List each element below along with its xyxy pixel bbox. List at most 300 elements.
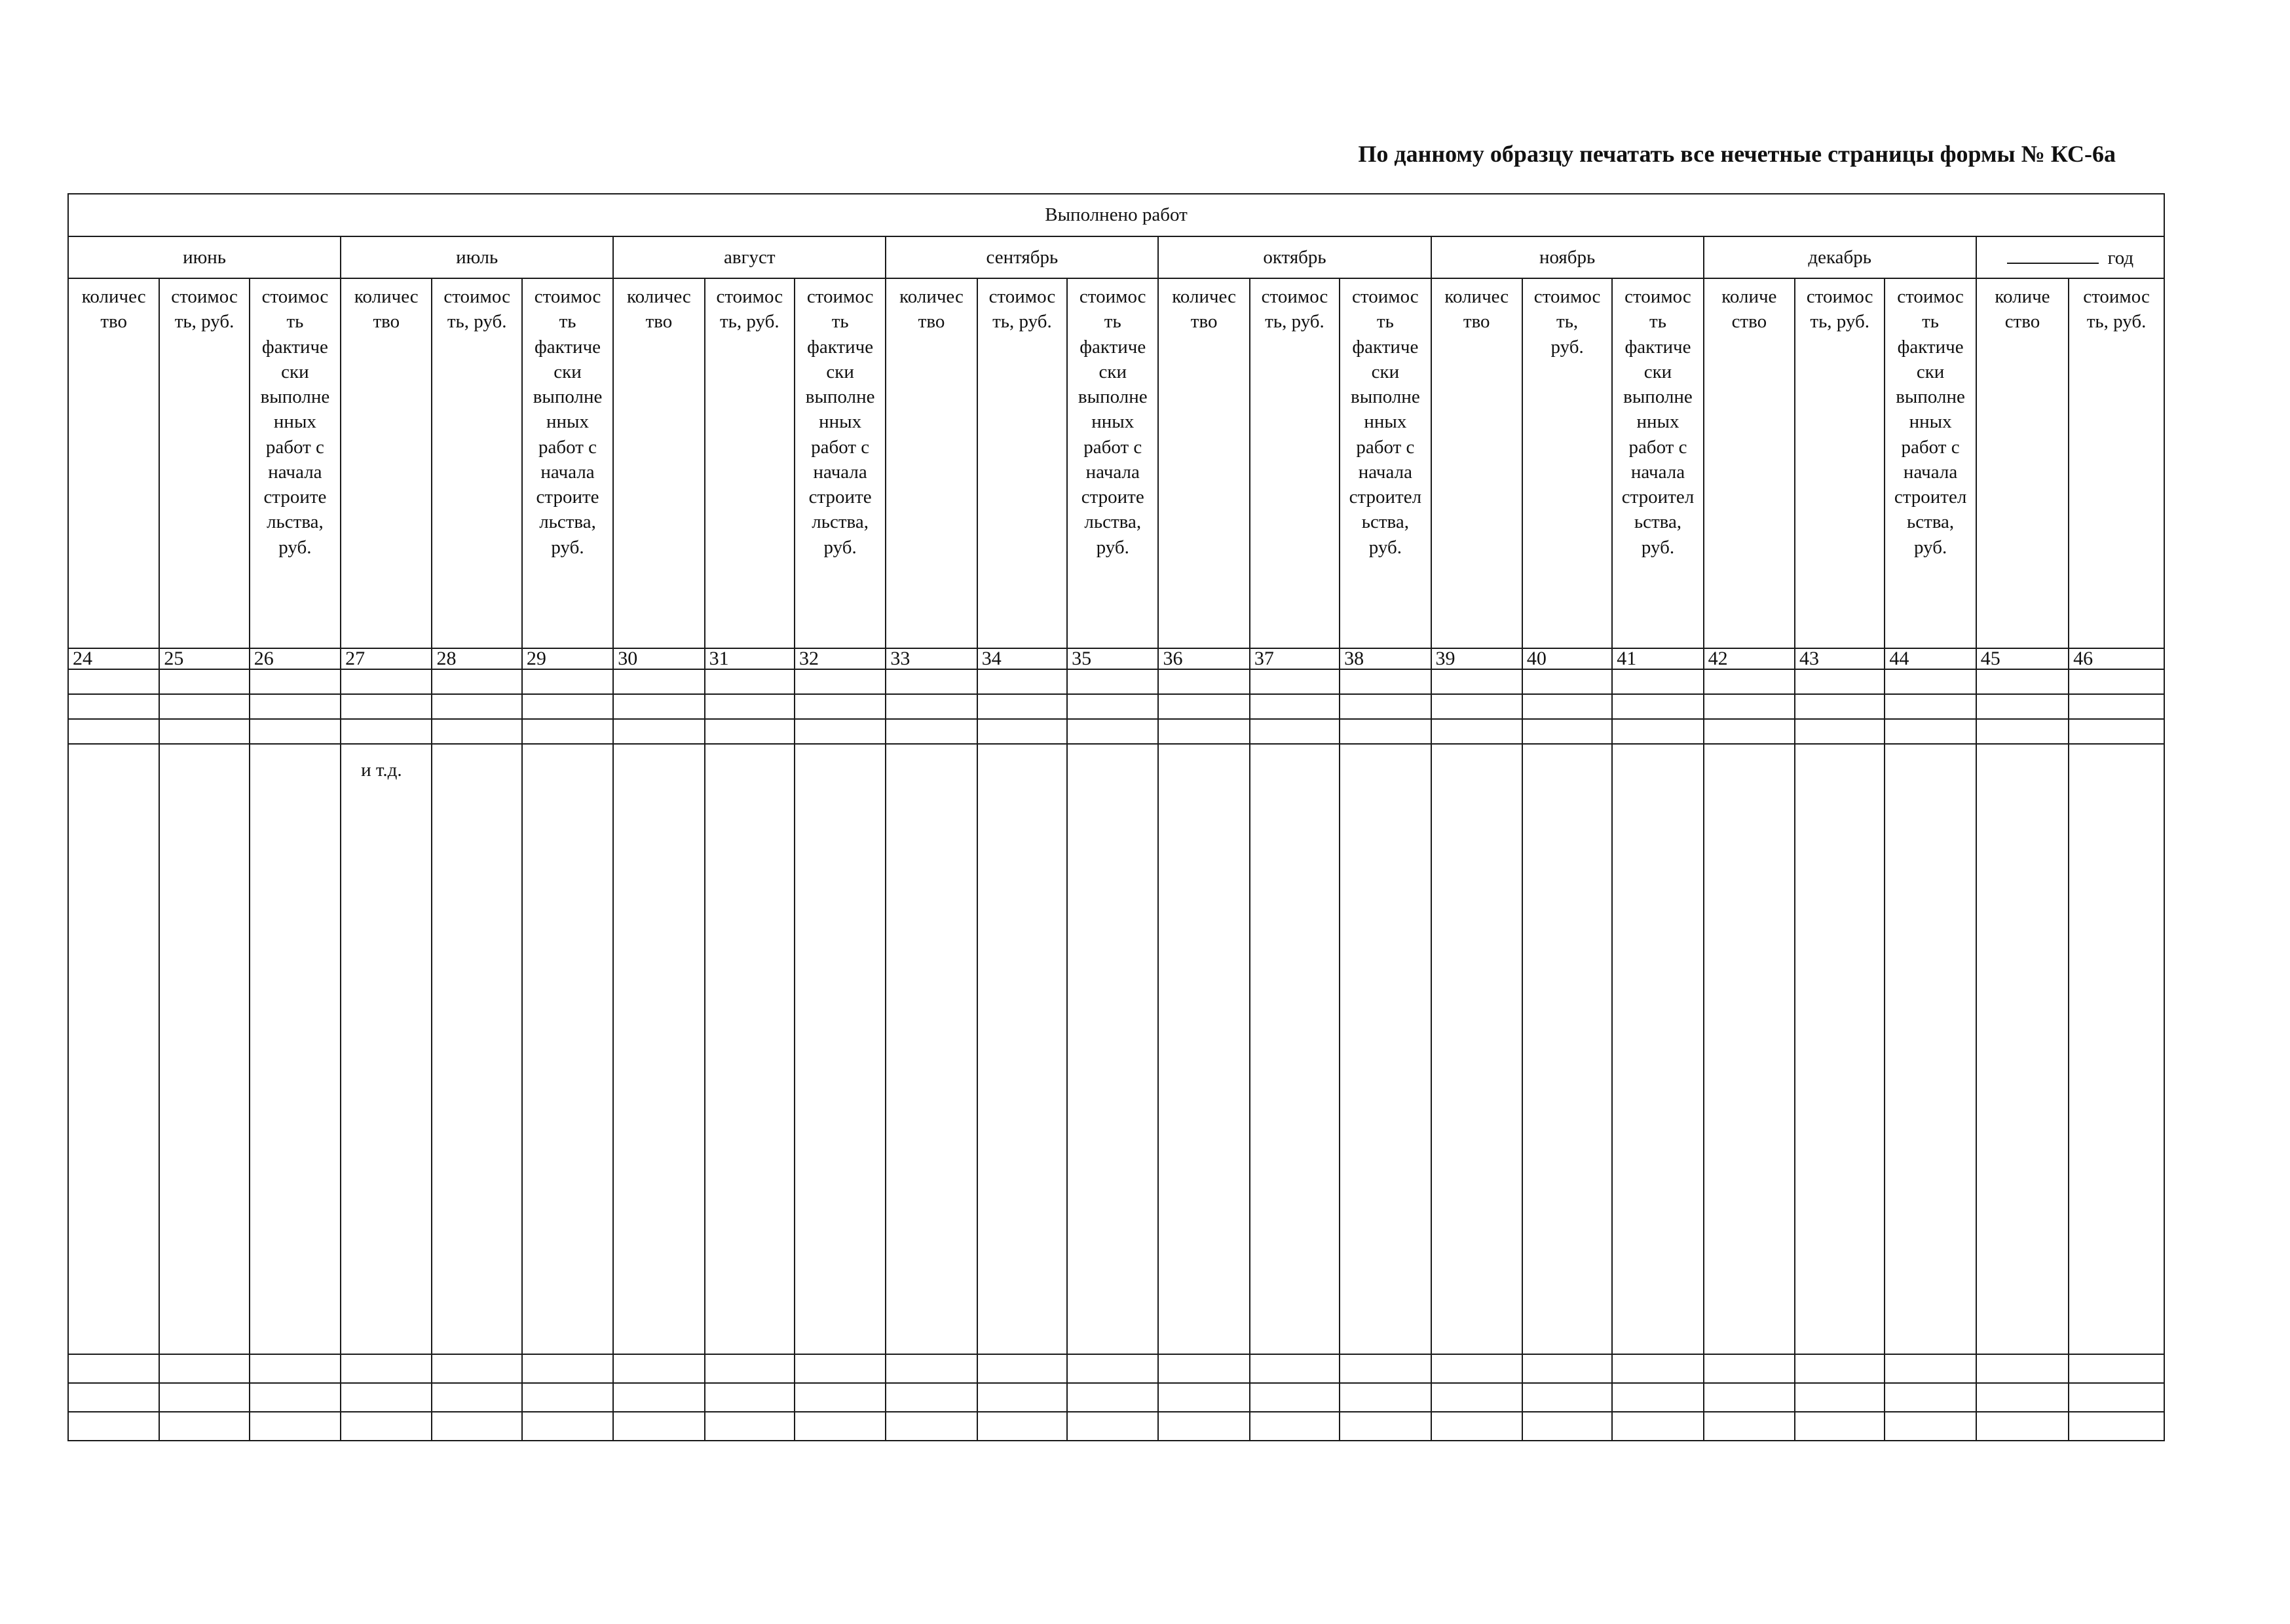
header-text-line: фактиче <box>261 336 328 358</box>
header-text-line: ьства, <box>1634 511 1682 533</box>
empty-cell <box>1612 744 1703 1354</box>
empty-cell <box>250 1412 341 1441</box>
empty-cell <box>341 1412 432 1441</box>
header-text-line: работ с <box>1356 436 1415 458</box>
header-text-line: стоимос <box>2083 286 2150 307</box>
header-text-line: выполне <box>805 386 875 408</box>
header-text-line: руб. <box>278 536 312 558</box>
column-number: 36 <box>1158 648 1249 669</box>
empty-cell <box>1158 1383 1249 1412</box>
empty-cell <box>1250 1412 1340 1441</box>
month-header: ноябрь <box>1431 236 1704 278</box>
header-text-line: нных <box>819 411 862 433</box>
cumulative-cost-header <box>250 278 341 648</box>
header-text-line: количе <box>1995 286 2050 307</box>
empty-cell <box>705 694 795 719</box>
empty-cell <box>68 669 159 694</box>
column-number: 24 <box>68 648 159 669</box>
empty-cell <box>705 719 795 744</box>
header-text-line: строител <box>1621 487 1695 508</box>
header-text-line: ство <box>1731 311 1767 333</box>
empty-cell <box>2069 1354 2164 1383</box>
empty-cell <box>613 669 704 694</box>
year-header <box>1976 236 2164 278</box>
header-text-line: ть, руб. <box>2086 311 2147 333</box>
continuation-text: и т.д. <box>361 760 402 781</box>
header-text-line: ть, руб. <box>719 311 779 333</box>
column-number: 35 <box>1067 648 1158 669</box>
empty-cell <box>613 694 704 719</box>
empty-cell <box>613 1412 704 1441</box>
empty-cell <box>159 744 249 1354</box>
header-text-line: руб. <box>1913 536 1947 558</box>
empty-cell <box>1795 719 1885 744</box>
header-text-line: начала <box>540 461 595 483</box>
column-number: 33 <box>886 648 977 669</box>
empty-cell <box>1250 1354 1340 1383</box>
empty-cell <box>1067 669 1158 694</box>
cost-header <box>1250 278 1340 648</box>
column-number: 26 <box>250 648 341 669</box>
empty-cell <box>613 1354 704 1383</box>
cumulative-cost-header <box>1612 278 1703 648</box>
header-text-line: тво <box>645 311 673 333</box>
empty-cell <box>1704 694 1795 719</box>
header-text-line: количе <box>1721 286 1777 307</box>
empty-cell <box>68 694 159 719</box>
empty-cell <box>1885 669 1976 694</box>
empty-cell <box>68 1412 159 1441</box>
empty-cell <box>1976 719 2069 744</box>
quantity-header <box>1158 278 1249 648</box>
empty-cell <box>1522 669 1612 694</box>
print-instruction-note: По данному образцу печатать все нечетные страницы формы № КС-6а <box>1358 141 2116 167</box>
empty-cell <box>1612 719 1703 744</box>
quantity-header <box>886 278 977 648</box>
header-text-line: стоимос <box>716 286 783 307</box>
empty-cell <box>1250 744 1340 1354</box>
empty-cell <box>613 1383 704 1412</box>
cumulative-cost-header <box>795 278 886 648</box>
empty-cell <box>1795 1412 1885 1441</box>
header-text-line: руб. <box>823 536 857 558</box>
empty-cell <box>1795 1383 1885 1412</box>
empty-cell <box>1704 1383 1795 1412</box>
empty-cell <box>522 1354 613 1383</box>
column-number: 43 <box>1795 648 1885 669</box>
header-text-line: фактиче <box>1352 336 1419 358</box>
empty-cell <box>1704 1354 1795 1383</box>
empty-cell <box>1340 694 1431 719</box>
column-number: 29 <box>522 648 613 669</box>
quantity-header <box>1704 278 1795 648</box>
header-text-line: строите <box>536 487 599 508</box>
month-header: июль <box>341 236 613 278</box>
empty-cell <box>1067 1354 1158 1383</box>
header-text-line: стоимос <box>1806 286 1873 307</box>
quantity-header <box>613 278 704 648</box>
header-text-line: выполне <box>1623 386 1693 408</box>
empty-cell <box>68 1354 159 1383</box>
header-text-line: тво <box>373 311 400 333</box>
empty-cell <box>1522 744 1612 1354</box>
header-text-line: стоимос <box>988 286 1056 307</box>
header-text-line: тво <box>100 311 128 333</box>
cost-header <box>432 278 521 648</box>
empty-cell <box>1795 694 1885 719</box>
empty-cell <box>250 744 341 1354</box>
empty-cell <box>432 669 521 694</box>
header-text-line: нных <box>1364 411 1407 433</box>
empty-cell <box>1612 669 1703 694</box>
empty-cell <box>68 719 159 744</box>
header-text-line: ть <box>831 311 849 333</box>
empty-cell <box>1067 719 1158 744</box>
empty-cell <box>886 1354 977 1383</box>
header-text-line: льства, <box>812 511 869 533</box>
empty-cell <box>1976 1354 2069 1383</box>
continuation-cell <box>341 744 432 1354</box>
header-text-line: стоимос <box>806 286 874 307</box>
column-number: 39 <box>1431 648 1522 669</box>
column-number: 31 <box>705 648 795 669</box>
empty-cell <box>1431 669 1522 694</box>
empty-cell <box>2069 669 2164 694</box>
empty-cell <box>159 1383 249 1412</box>
empty-cell <box>1522 1412 1612 1441</box>
column-number: 32 <box>795 648 886 669</box>
header-text-line: нных <box>1091 411 1135 433</box>
table-title: Выполнено работ <box>68 194 2164 236</box>
header-text-line: строите <box>808 487 872 508</box>
empty-cell <box>522 744 613 1354</box>
column-number: 25 <box>159 648 249 669</box>
cumulative-cost-header <box>1340 278 1431 648</box>
empty-cell <box>1250 669 1340 694</box>
empty-cell <box>522 694 613 719</box>
empty-cell <box>795 744 886 1354</box>
header-text-line: начала <box>1358 461 1412 483</box>
column-number: 46 <box>2069 648 2164 669</box>
column-number: 44 <box>1885 648 1976 669</box>
month-header: декабрь <box>1704 236 1976 278</box>
empty-cell <box>2069 694 2164 719</box>
header-text-line: тво <box>1463 311 1490 333</box>
empty-cell <box>1067 1383 1158 1412</box>
empty-cell <box>1885 744 1976 1354</box>
header-text-line: ьства, <box>1361 511 1409 533</box>
empty-cell <box>977 1383 1067 1412</box>
empty-cell <box>159 694 249 719</box>
empty-cell <box>1612 1383 1703 1412</box>
empty-cell <box>522 719 613 744</box>
empty-cell <box>1158 694 1249 719</box>
header-text-line: ски <box>554 361 582 382</box>
empty-cell <box>522 669 613 694</box>
column-number: 45 <box>1976 648 2069 669</box>
empty-cell <box>432 1412 521 1441</box>
header-text-line: ть <box>286 311 304 333</box>
empty-cell <box>1340 1354 1431 1383</box>
header-text-line: руб. <box>1096 536 1129 558</box>
header-text-line: начала <box>1085 461 1140 483</box>
empty-cell <box>1431 1383 1522 1412</box>
empty-cell <box>886 1412 977 1441</box>
empty-cell <box>1340 1412 1431 1441</box>
header-text-line: ски <box>826 361 854 382</box>
header-text-line: стоимос <box>443 286 510 307</box>
header-text-line: выполне <box>1896 386 1965 408</box>
empty-cell <box>1340 1383 1431 1412</box>
empty-cell <box>1704 669 1795 694</box>
empty-cell <box>522 1383 613 1412</box>
empty-cell <box>341 694 432 719</box>
header-text-line: ть, руб. <box>174 311 235 333</box>
header-text-line: начала <box>1903 461 1958 483</box>
header-text-line: ски <box>1643 361 1672 382</box>
empty-cell <box>341 1354 432 1383</box>
empty-cell <box>432 1354 521 1383</box>
header-text-line: выполне <box>1078 386 1148 408</box>
empty-cell <box>1976 669 2069 694</box>
header-text-line: ть <box>1376 311 1394 333</box>
empty-cell <box>1795 669 1885 694</box>
header-text-line: тво <box>918 311 945 333</box>
empty-cell <box>1431 744 1522 1354</box>
empty-cell <box>1158 1354 1249 1383</box>
empty-cell <box>1340 744 1431 1354</box>
empty-cell <box>1976 1412 2069 1441</box>
empty-cell <box>705 1412 795 1441</box>
quantity-header <box>1976 278 2069 648</box>
empty-cell <box>1431 719 1522 744</box>
empty-cell <box>1522 1383 1612 1412</box>
header-text-line: ть <box>1922 311 1940 333</box>
header-text-line: нных <box>546 411 590 433</box>
header-text-line: фактиче <box>1624 336 1691 358</box>
header-text-line: ть, руб. <box>447 311 507 333</box>
column-number: 37 <box>1250 648 1340 669</box>
header-text-line: строител <box>1894 487 1967 508</box>
header-text-line: строите <box>263 487 327 508</box>
empty-cell <box>250 719 341 744</box>
empty-cell <box>795 1412 886 1441</box>
empty-cell <box>977 669 1067 694</box>
header-text-line: начала <box>268 461 322 483</box>
empty-cell <box>886 669 977 694</box>
empty-cell <box>705 1354 795 1383</box>
header-text-line: льства, <box>539 511 596 533</box>
empty-cell <box>1885 1383 1976 1412</box>
header-text-line: ть <box>1104 311 1121 333</box>
empty-cell <box>1067 744 1158 1354</box>
empty-cell <box>1612 1412 1703 1441</box>
empty-cell <box>2069 1383 2164 1412</box>
column-number: 28 <box>432 648 521 669</box>
header-text-line: работ с <box>1901 436 1960 458</box>
empty-cell <box>159 1354 249 1383</box>
empty-cell <box>159 719 249 744</box>
empty-cell <box>977 1354 1067 1383</box>
empty-cell <box>1250 719 1340 744</box>
header-text-line: ть, <box>1556 311 1579 333</box>
cost-header <box>159 278 249 648</box>
header-text-line: работ с <box>1083 436 1142 458</box>
header-text-line: руб. <box>1641 536 1675 558</box>
header-text-line: строите <box>1081 487 1144 508</box>
empty-cell <box>705 1383 795 1412</box>
empty-cell <box>1704 1412 1795 1441</box>
header-text-line: ть <box>1649 311 1666 333</box>
header-text-line: ство <box>2004 311 2040 333</box>
empty-cell <box>886 744 977 1354</box>
empty-cell <box>886 694 977 719</box>
header-text-line: фактиче <box>807 336 874 358</box>
year-label: год <box>2107 247 2134 268</box>
empty-cell <box>1431 694 1522 719</box>
header-text-line: нных <box>1909 411 1952 433</box>
empty-cell <box>250 694 341 719</box>
header-text-line: стоимос <box>1079 286 1146 307</box>
header-text-line: льства, <box>267 511 324 533</box>
header-text-line: стоимос <box>1624 286 1691 307</box>
empty-cell <box>1250 694 1340 719</box>
empty-cell <box>68 1383 159 1412</box>
empty-cell <box>432 744 521 1354</box>
header-text-line: выполне <box>260 386 330 408</box>
empty-cell <box>1431 1412 1522 1441</box>
empty-cell <box>795 694 886 719</box>
empty-cell <box>1522 1354 1612 1383</box>
empty-cell <box>795 719 886 744</box>
header-text-line: количес <box>354 286 419 307</box>
quantity-header <box>68 278 159 648</box>
header-text-line: ть, руб. <box>1265 311 1324 333</box>
column-number: 41 <box>1612 648 1703 669</box>
header-text-line: количес <box>899 286 964 307</box>
empty-cell <box>1158 719 1249 744</box>
empty-cell <box>2069 744 2164 1354</box>
empty-cell <box>1158 744 1249 1354</box>
empty-cell <box>977 719 1067 744</box>
cumulative-cost-header <box>1067 278 1158 648</box>
header-text-line: стоимос <box>1261 286 1328 307</box>
cost-header <box>1522 278 1612 648</box>
empty-cell <box>2069 1412 2164 1441</box>
empty-cell <box>1885 1412 1976 1441</box>
empty-cell <box>705 744 795 1354</box>
header-text-line: ть, руб. <box>992 311 1052 333</box>
empty-cell <box>159 1412 249 1441</box>
header-text-line: ски <box>1371 361 1400 382</box>
cumulative-cost-header <box>1885 278 1976 648</box>
header-text-line: количес <box>81 286 146 307</box>
column-number: 27 <box>341 648 432 669</box>
header-text-line: работ с <box>265 436 324 458</box>
empty-cell <box>886 719 977 744</box>
empty-cell <box>795 1354 886 1383</box>
cost-header <box>705 278 795 648</box>
header-text-line: ть <box>559 311 576 333</box>
empty-cell <box>795 1383 886 1412</box>
empty-cell <box>1795 1354 1885 1383</box>
header-text-line: фактиче <box>535 336 601 358</box>
empty-cell <box>341 669 432 694</box>
empty-cell <box>1158 669 1249 694</box>
empty-cell <box>432 719 521 744</box>
empty-cell <box>1976 694 2069 719</box>
header-text-line: фактиче <box>1897 336 1964 358</box>
month-header: сентябрь <box>886 236 1158 278</box>
header-text-line: стоимос <box>1352 286 1419 307</box>
column-number: 38 <box>1340 648 1431 669</box>
empty-cell <box>1067 694 1158 719</box>
empty-cell <box>613 744 704 1354</box>
empty-cell <box>1431 1354 1522 1383</box>
empty-cell <box>1067 1412 1158 1441</box>
empty-cell <box>1885 694 1976 719</box>
empty-cell <box>1340 669 1431 694</box>
header-text-line: стоимос <box>261 286 329 307</box>
header-text-line: ьства, <box>1906 511 1955 533</box>
empty-cell <box>795 669 886 694</box>
empty-cell <box>1612 1354 1703 1383</box>
header-text-line: фактиче <box>1079 336 1146 358</box>
header-text-line: выполне <box>533 386 603 408</box>
empty-cell <box>250 669 341 694</box>
empty-cell <box>68 744 159 1354</box>
empty-cell <box>1522 694 1612 719</box>
empty-cell <box>886 1383 977 1412</box>
header-text-line: руб. <box>1368 536 1402 558</box>
column-number: 34 <box>977 648 1067 669</box>
cumulative-cost-header <box>522 278 613 648</box>
header-text-line: тво <box>1190 311 1218 333</box>
empty-cell <box>705 669 795 694</box>
header-text-line: нных <box>273 411 316 433</box>
header-text-line: количес <box>1172 286 1237 307</box>
year-blank-line <box>2007 244 2099 264</box>
empty-cell <box>341 1383 432 1412</box>
header-text-line: количес <box>1444 286 1509 307</box>
header-text-line: строител <box>1349 487 1422 508</box>
header-text-line: работ с <box>811 436 870 458</box>
cost-header <box>977 278 1067 648</box>
empty-cell <box>1158 1412 1249 1441</box>
header-text-line: ски <box>281 361 309 382</box>
empty-cell <box>1522 719 1612 744</box>
header-text-line: стоимос <box>171 286 238 307</box>
header-text-line: ть, руб. <box>1810 311 1870 333</box>
empty-cell <box>977 694 1067 719</box>
header-text-line: работ с <box>538 436 597 458</box>
header-text-line: выполне <box>1351 386 1420 408</box>
work-completed-table <box>67 193 2165 1441</box>
header-text-line: нных <box>1636 411 1680 433</box>
cost-header <box>2069 278 2164 648</box>
header-text-line: начала <box>813 461 867 483</box>
empty-cell <box>1704 719 1795 744</box>
header-text-line: льства, <box>1084 511 1142 533</box>
empty-cell <box>1704 744 1795 1354</box>
month-header: октябрь <box>1158 236 1431 278</box>
month-header: июнь <box>68 236 341 278</box>
header-text-line: руб. <box>1550 336 1584 358</box>
empty-cell <box>432 1383 521 1412</box>
header-text-line: работ с <box>1628 436 1687 458</box>
empty-cell <box>1612 694 1703 719</box>
header-text-line: руб. <box>551 536 584 558</box>
